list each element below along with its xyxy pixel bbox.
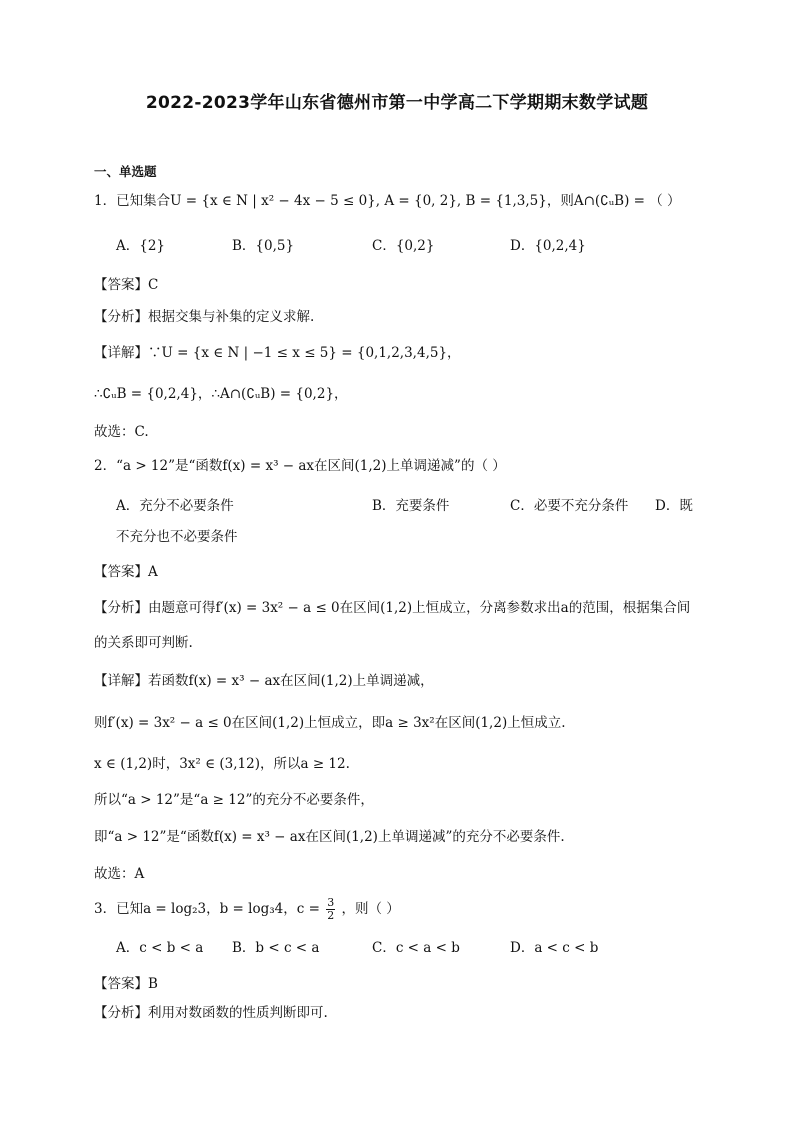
question-1-stem: 1．已知集合U = {x ∈ N | x² − 4x − 5 ≤ 0}, A = {0, 2}, B = {1,3,5}，则A∩(∁ᵤB) = （ ） — [94, 193, 681, 209]
q1-detail-line-1: 【详解】∵U = {x ∈ N | −1 ≤ x ≤ 5} = {0,1,2,3,4,5}， — [94, 345, 461, 361]
section-heading: 一、单选题 — [94, 164, 157, 179]
q1-analysis: 【分析】根据交集与补集的定义求解. — [94, 309, 315, 325]
q3-answer: 【答案】B — [94, 976, 158, 992]
q2-choice: 故选：A — [94, 866, 145, 882]
q1-option-c: C．{0,2} — [372, 238, 435, 254]
q2-detail-line-2: 则f′(x) = 3x² − a ≤ 0在区间(1,2)上恒成立，即a ≥ 3x²在区间(1,2)上恒成立. — [94, 715, 566, 731]
q3-fraction — [326, 897, 335, 922]
q2-answer: 【答案】A — [94, 564, 158, 580]
q3-fraction-numerator: 3 — [327, 896, 335, 909]
q3-option-d: D．a < c < b — [510, 940, 599, 956]
q3-analysis: 【分析】利用对数函数的性质判断即可. — [94, 1005, 328, 1021]
q1-option-a: A．{2} — [116, 238, 166, 254]
q2-detail-line-5: 即“a > 12”是“函数f(x) = x³ − ax在区间(1,2)上单调递减”的充分不必要条件. — [94, 829, 565, 845]
q2-option-c: C．必要不充分条件 — [510, 498, 629, 514]
q3-option-c: C．c < a < b — [372, 940, 460, 956]
q2-detail-line-1: 【详解】若函数f(x) = x³ − ax在区间(1,2)上单调递减， — [94, 673, 434, 689]
q2-option-a: A．充分不必要条件 — [116, 498, 234, 514]
q2-option-d-continued: 不充分也不必要条件 — [116, 529, 238, 545]
question-3-stem — [94, 897, 400, 922]
q3-option-a: A．c < b < a — [116, 940, 204, 956]
q2-detail-line-3: x ∈ (1,2)时，3x² ∈ (3,12)，所以a ≥ 12. — [94, 756, 350, 772]
q1-option-b: B．{0,5} — [232, 238, 295, 254]
q2-option-d: D．既 — [655, 498, 693, 514]
page-title: 2022-2023学年山东省德州市第一中学高二下学期期末数学试题 — [145, 93, 649, 113]
q2-option-b: B．充要条件 — [372, 498, 450, 514]
q2-analysis-line-1: 【分析】由题意可得f′(x) = 3x² − a ≤ 0在区间(1,2)上恒成立，分离参数求出a的范围，根据集合间 — [94, 600, 691, 616]
q1-option-d: D．{0,2,4} — [510, 238, 586, 254]
q3-fraction-denominator: 2 — [327, 909, 335, 922]
q1-detail-line-2: ∴∁ᵤB = {0,2,4}，∴A∩(∁ᵤB) = {0,2}， — [94, 386, 348, 402]
question-2-stem: 2．“a > 12”是“函数f(x) = x³ − ax在区间(1,2)上单调递减”的（ ） — [94, 458, 506, 474]
q1-answer: 【答案】C — [94, 277, 159, 293]
q3-option-b: B．b < c < a — [232, 940, 320, 956]
q3-stem-prefix: 3．已知a = log₂3，b = log₃4，c = — [94, 901, 320, 917]
q3-stem-suffix: ，则（ ） — [341, 901, 400, 917]
q2-analysis-line-2: 的关系即可判断. — [94, 635, 193, 651]
q2-detail-line-4: 所以“a > 12”是“a ≥ 12”的充分不必要条件， — [94, 792, 374, 808]
q1-choice: 故选：C. — [94, 424, 149, 440]
